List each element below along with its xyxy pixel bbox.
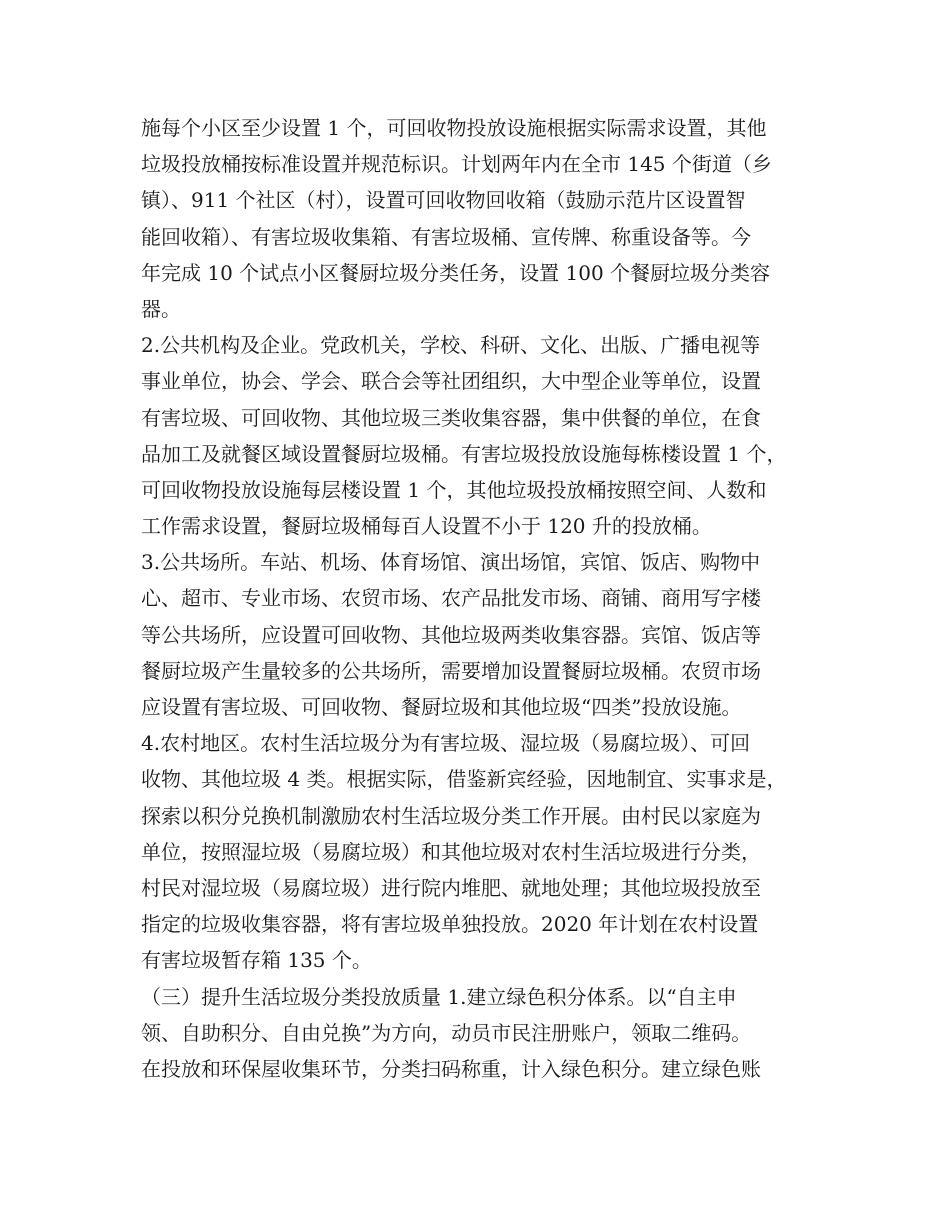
text-line: 领、自助积分、自由兑换”为方向，动员市民注册账户，领取二维码。: [141, 1020, 752, 1045]
text-line: 村民对湿垃圾（易腐垃圾）进行院内堆肥、就地处理；其他垃圾投放至: [141, 875, 761, 900]
text-line: 年完成 10 个试点小区餐厨垃圾分类任务，设置 100 个餐厨垃圾分类容: [141, 260, 771, 285]
text-line: 垃圾投放桶按标准设置并规范标识。计划两年内在全市 145 个街道（乡: [141, 152, 772, 177]
text-line: 收物、其他垃圾 4 类。根据实际，借鉴新宾经验，因地制宜、实事求是，: [141, 767, 787, 792]
text-line: 施每个小区至少设置 1 个，可回收物投放设施根据实际需求设置，其他: [141, 116, 767, 140]
text-line: 器。: [141, 296, 181, 321]
text-line: 有害垃圾、可回收物、其他垃圾三类收集容器，集中供餐的单位，在食: [141, 405, 761, 430]
text-line: 品加工及就餐区域设置餐厨垃圾桶。有害垃圾投放设施每栋楼设置 1 个，: [141, 441, 787, 466]
text-line: 可回收物投放设施每层楼设置 1 个，其他垃圾投放桶按照空间、人数和: [141, 477, 767, 502]
text-line: 餐厨垃圾产生量较多的公共场所，需要增加设置餐厨垃圾桶。农贸市场: [141, 658, 761, 683]
text-line: 在投放和环保屋收集环节，分类扫码称重，计入绿色积分。建立绿色账: [141, 1056, 761, 1081]
text-line: 能回收箱）、有害垃圾收集箱、有害垃圾桶、宣传牌、称重设备等。今: [141, 224, 751, 249]
text-line: 应设置有害垃圾、可回收物、餐厨垃圾和其他垃圾“四类”投放设施。: [141, 695, 742, 719]
text-line: 事业单位，协会、学会、联合会等社团组织，大中型企业等单位，设置: [141, 369, 761, 394]
text-line: 4.农村地区。农村生活垃圾分为有害垃圾、湿垃圾（易腐垃圾）、可回: [141, 731, 751, 756]
text-line: 心、超市、专业市场、农贸市场、农产品批发市场、商铺、商用写字楼: [141, 586, 761, 611]
document-body: [141, 110, 827, 1087]
text-line: 指定的垃圾收集容器，将有害垃圾单独投放。2020 年计划在农村设置: [141, 912, 759, 937]
text-line: （三）提升生活垃圾分类投放质量 1.建立绿色积分体系。以“自主申: [141, 984, 737, 1009]
text-line: 探索以积分兑换机制激励农村生活垃圾分类工作开展。由村民以家庭为: [141, 803, 761, 828]
text-line: 3.公共场所。车站、机场、体育场馆、演出场馆，宾馆、饭店、购物中: [141, 550, 761, 575]
text-line: 2.公共机构及企业。党政机关，学校、科研、文化、出版、广播电视等: [141, 333, 761, 358]
text-line: 有害垃圾暂存箱 135 个。: [141, 948, 372, 973]
text-line: 等公共场所，应设置可回收物、其他垃圾两类收集容器。宾馆、饭店等: [141, 622, 761, 647]
text-line: 单位，按照湿垃圾（易腐垃圾）和其他垃圾对农村生活垃圾进行分类，: [141, 839, 761, 864]
text-line: 工作需求设置，餐厨垃圾桶每百人设置不小于 120 升的投放桶。: [141, 514, 712, 539]
text-line: 镇）、911 个社区（村），设置可回收物回收箱（鼓励示范片区设置智: [141, 188, 746, 213]
